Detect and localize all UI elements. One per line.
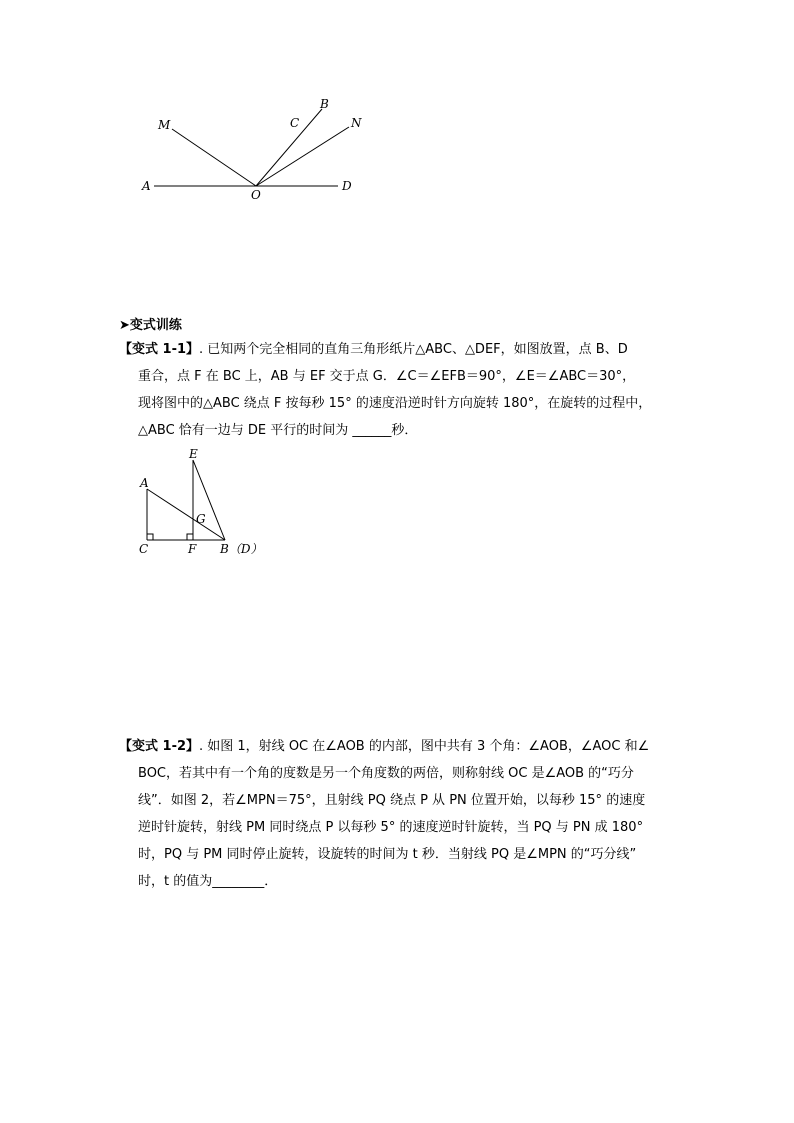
problem-1 [119,336,699,444]
problem-1-line-1 [119,336,699,363]
problem-1-line-2: 重合，点 F 在 BC 上，AB 与 EF 交于点 G．∠C＝∠EFB＝90°，∠E＝∠ABC＝30°， [138,369,636,384]
problem-2-line-4: 逆时针旋转，射线 PM 同时绕点 P 以每秒 5° 的速度逆时针旋转，当 PQ 与 PN 成 180° [138,820,644,835]
label-D: D [342,179,352,193]
side-AB [147,489,225,540]
heading-text: 变式训练 [129,318,182,333]
problem-2-line-1 [119,733,699,760]
label-C2: C [139,542,149,556]
ray-OM [172,129,256,186]
heading-marker: ➤ [119,318,130,333]
label-A: A [142,179,151,193]
problem-2-line-5: 时，PQ 与 PM 同时停止旋转，设旋转的时间为 t 秒．当射线 PQ 是∠MPN 的“巧分线” [138,847,637,862]
label-B: B [320,97,329,111]
problem-2-line-3: 线”．如图 2，若∠MPN＝75°，且射线 PQ 绕点 P 从 PN 位置开始，以每秒 15° 的速度 [138,793,646,808]
problem-1-line-4: △ABC 恰有一边与 DE 平行的时间为 ______秒． [138,423,418,438]
label-N: N [351,116,362,130]
right-angle-C [147,534,153,540]
problem-2-text-1: . 如图 1，射线 OC 在∠AOB 的内部，图中共有 3 个角：∠AOB，∠AOC 和∠ [199,739,650,754]
problem-1-text-1: . 已知两个完全相同的直角三角形纸片△ABC、△DEF，如图放置，点 B、D [199,342,628,357]
section-heading [119,314,182,333]
figure-rays [130,95,370,210]
label-M: M [158,118,171,132]
ray-OB [256,109,322,186]
label-G: G [196,512,206,526]
label-E: E [189,447,198,461]
figure-triangles [130,445,280,560]
label-C: C [290,116,300,130]
ray-ON [256,127,349,186]
problem-2 [119,733,699,895]
side-EB [193,460,225,540]
problem-2-tag: 【变式 1-2】 [119,739,200,754]
label-BD: B（D） [220,542,263,556]
problem-2-line-2: BOC，若其中有一个角的度数是另一个角度数的两倍，则称射线 OC 是∠AOB 的“巧分 [138,766,634,781]
right-angle-F [187,534,193,540]
problem-1-line-3: 现将图中的△ABC 绕点 F 按每秒 15° 的速度沿逆时针方向旋转 180°，在旋转的过程中， [138,396,652,411]
label-O: O [251,188,261,202]
label-A2: A [140,476,149,490]
problem-2-line-6: 时，t 的值为________． [138,874,278,889]
label-F: F [188,542,197,556]
problem-1-tag: 【变式 1-1】 [119,342,200,357]
